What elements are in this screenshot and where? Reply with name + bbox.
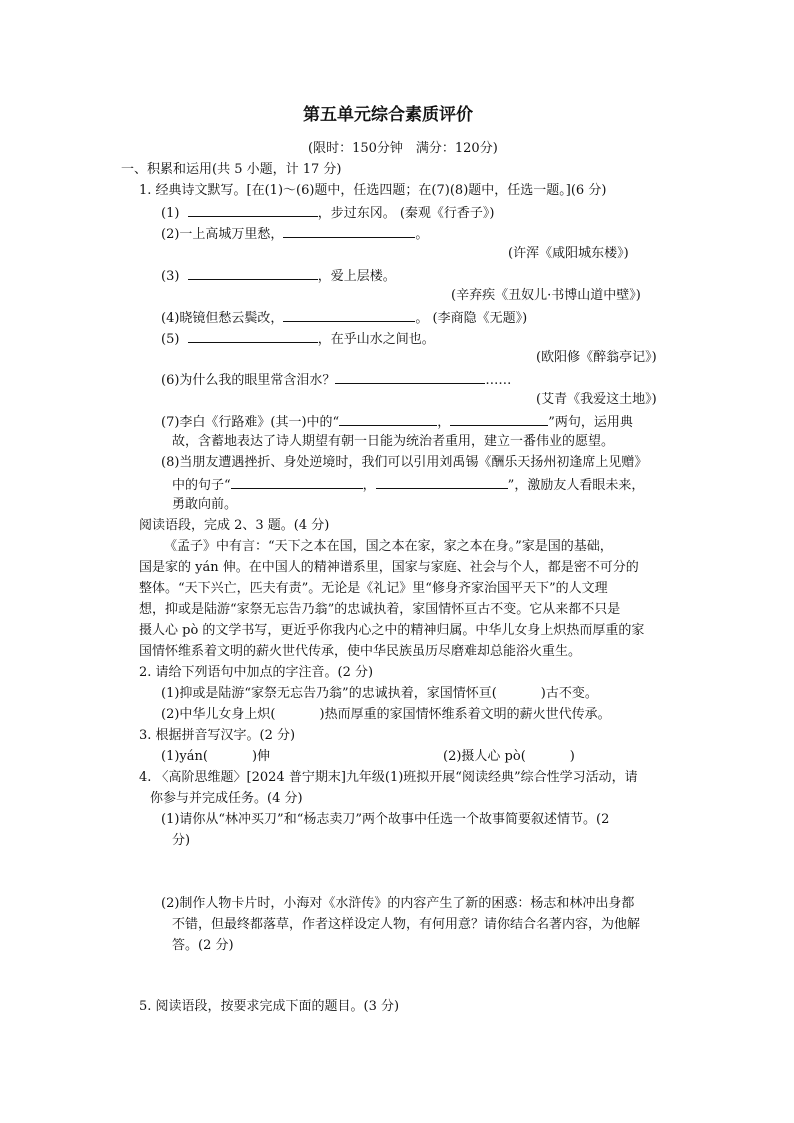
q1-item-8-line2: 中的句子“ ， ”，激励友人看眼未来， <box>172 475 644 495</box>
passage-line: 国情怀维系着文明的薪火世代传承，使中华民族虽历尽磨难却总能浴火重生。 <box>139 644 582 659</box>
q1-item-6-source: (艾青《我爱这土地》) <box>536 392 657 407</box>
question-2-stem: 2. 请给下列语句中加点的字注音。(2 分) <box>139 665 374 680</box>
answer-blank[interactable] <box>188 266 318 280</box>
q1-item-8: (8)当朋友遭遇挫折、身处逆境时，我们可以引用刘禹锡《酬乐天扬州初逢席上见赠》 <box>161 455 648 470</box>
q2-item-1: (1)抑或是陆游“家祭无忘告乃翁”的忠诚执着，家国情怀亘( )古不变。 <box>161 686 598 701</box>
q1-item-6: (6)为什么我的眼里常含泪水？ …… <box>161 370 511 390</box>
question-1-stem: 1. 经典诗文默写。[在(1)～(6)题中，任选四题；在(7)(8)题中，任选一题。](6 分) <box>139 183 607 198</box>
q1-item-5-source: (欧阳修《醉翁亭记》) <box>536 350 657 365</box>
reading-intro: 阅读语段，完成 2、3 题。(4 分) <box>139 518 330 533</box>
question-3-stem: 3. 根据拼音写汉字。(2 分) <box>139 728 296 743</box>
passage-line: 想，抑或是陆游“家祭无忘告乃翁”的忠诚执着，家国情怀亘古不变。它从来都不只是 <box>139 602 621 617</box>
answer-blank[interactable] <box>335 370 485 384</box>
q1-item-3: (3) ，爱上层楼。 <box>161 266 396 286</box>
answer-blank[interactable] <box>231 475 363 489</box>
answer-blank[interactable] <box>376 475 508 489</box>
q4-sub-2-line3: 答。(2 分) <box>172 938 234 953</box>
section-heading: 一、积累和运用(共 5 小题，计 17 分) <box>121 162 342 177</box>
q4-sub-1: (1)请你从“林冲买刀”和“杨志卖刀”两个故事中任选一个故事简要叙述情节。(2 <box>161 812 610 827</box>
answer-blank[interactable] <box>283 308 415 322</box>
q4-sub-1-cont: 分) <box>172 833 191 848</box>
answer-blank[interactable] <box>283 224 415 238</box>
q2-item-2: (2)中华儿女身上炽( )热而厚重的家国情怀维系着文明的薪火世代传承。 <box>161 707 611 722</box>
answer-blank[interactable] <box>339 412 437 426</box>
exam-info: (限时：150分钟 满分：120分) <box>308 141 498 156</box>
question-4-line1: 4. 〈高阶思维题〉[2024 普宁期末]九年级(1)班拟开展“阅读经典”综合性学习活动，请 <box>139 770 638 785</box>
question-4-line2: 你参与并完成任务。(4 分) <box>150 791 303 806</box>
q1-item-7: (7)李白《行路难》(其一)中的“ ， ”两句，运用典 <box>161 412 633 432</box>
answer-blank[interactable] <box>188 329 318 343</box>
answer-blank[interactable] <box>450 412 548 426</box>
q1-item-2-source: (许浑《咸阳城东楼》) <box>508 246 629 261</box>
q3-item-2: (2)摄人心 pò( ) <box>443 749 575 764</box>
q1-item-5: (5) ，在乎山水之间也。 <box>161 329 435 349</box>
passage-line: 整体。“天下兴亡，匹夫有责”。无论是《礼记》里“修身齐家治国平天下”的人文理 <box>139 581 608 596</box>
passage-line: 《孟子》中有言：“天下之本在国，国之本在家，家之本在身。”家是国的基础， <box>164 539 613 554</box>
q4-sub-2: (2)制作人物卡片时，小海对《水浒传》的内容产生了新的困惑：杨志和林冲出身都 <box>161 896 635 911</box>
q3-item-1: (1)yán( )伸 <box>161 749 271 764</box>
question-5-stem: 5. 阅读语段，按要求完成下面的题目。(3 分) <box>139 999 400 1014</box>
q1-item-8-line3: 勇敢向前。 <box>172 497 238 512</box>
q1-item-4: (4)晓镜但愁云鬓改， 。 (李商隐《无题》) <box>161 308 527 328</box>
answer-blank[interactable] <box>188 203 318 217</box>
q4-sub-2-line2: 不错，但最终都落草，作者这样设定人物，有何用意？请你结合名著内容，为他解 <box>172 917 641 932</box>
q1-item-7-line2: 故，含蓄地表达了诗人期望有朝一日能为统治者重用，建立一番伟业的愿望。 <box>172 434 615 449</box>
q1-item-1: (1) ，步过东冈。 (秦观《行香子》) <box>161 203 494 223</box>
q1-item-2: (2)一上高城万里愁， 。 <box>161 224 428 244</box>
page-title: 第五单元综合素质评价 <box>303 105 473 125</box>
passage-line: 国是家的 yán 伸。在中国人的精神谱系里，国家与家庭、社会与个人，都是密不可分的 <box>139 560 639 575</box>
passage-line: 摄人心 pò 的文学书写，更近乎你我内心之中的精神归属。中华儿女身上炽热而厚重的家 <box>139 623 645 638</box>
q1-item-3-source: (辛弃疾《丑奴儿·书博山道中壁》) <box>451 288 641 303</box>
